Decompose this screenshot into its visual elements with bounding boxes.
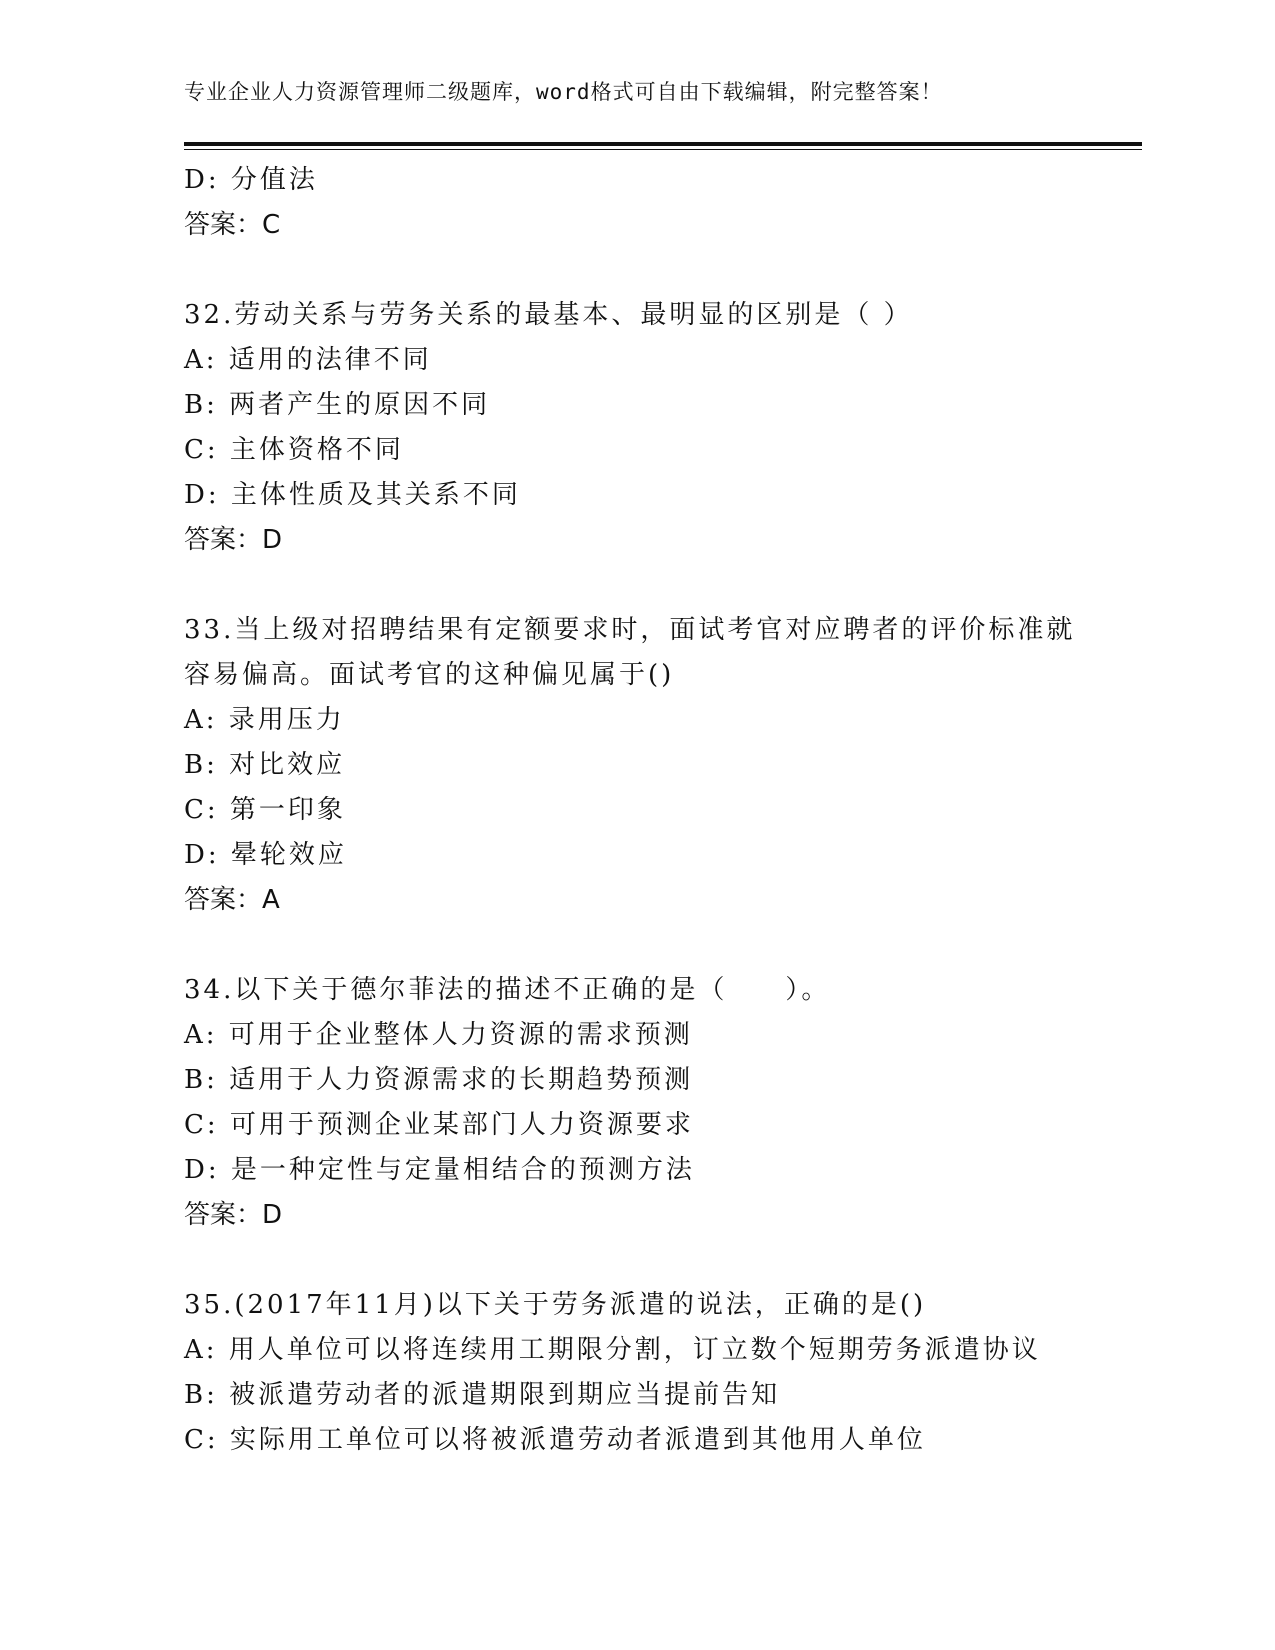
question-list	[184, 158, 1104, 1463]
option-b: B: 两者产生的原因不同	[184, 390, 491, 420]
spacer	[184, 1238, 1104, 1283]
option-c: C: 可用于预测企业某部门人力资源要求	[184, 1110, 694, 1140]
option-a: A: 可用于企业整体人力资源的需求预测	[184, 1020, 693, 1050]
answer: 答案：D	[184, 525, 283, 555]
option-b: B: 对比效应	[184, 750, 346, 780]
option-a: A: 录用压力	[184, 705, 345, 735]
option-c: C: 主体资格不同	[184, 435, 404, 465]
answer: 答案：A	[184, 885, 280, 915]
header-rule-thick	[184, 142, 1142, 146]
question-32	[184, 293, 1104, 563]
answer: 答案：D	[184, 1200, 283, 1230]
spacer	[184, 248, 1104, 293]
option-d: D: 是一种定性与定量相结合的预测方法	[184, 1155, 695, 1185]
question-stem: 34.以下关于德尔菲法的描述不正确的是（ ）。	[184, 975, 831, 1005]
spacer	[184, 563, 1104, 608]
prev-answer: 答案：C	[184, 210, 281, 240]
question-stem: 33.当上级对招聘结果有定额要求时，面试考官对应聘者的评价标准就	[184, 615, 1076, 645]
question-stem: 35.(2017年11月)以下关于劳务派遣的说法，正确的是()	[184, 1290, 927, 1320]
question-35	[184, 1283, 1104, 1463]
question-stem-cont: 容易偏高。面试考官的这种偏见属于()	[184, 660, 675, 690]
spacer	[184, 923, 1104, 968]
option-d: D: 晕轮效应	[184, 840, 347, 870]
option-d: D: 主体性质及其关系不同	[184, 480, 521, 510]
option-a: A: 适用的法律不同	[184, 345, 432, 375]
prev-option-d: D: 分值法	[184, 165, 318, 195]
option-b: B: 被派遣劳动者的派遣期限到期应当提前告知	[184, 1380, 781, 1410]
question-stem: 32.劳动关系与劳务关系的最基本、最明显的区别是（ ）	[184, 300, 913, 330]
question-34	[184, 968, 1104, 1238]
page-header: 专业企业人力资源管理师二级题库，word格式可自由下载编辑，附完整答案！	[184, 80, 943, 104]
question-33	[184, 608, 1104, 923]
option-a: A: 用人单位可以将连续用工期限分割，订立数个短期劳务派遣协议	[184, 1335, 1041, 1365]
option-c: C: 实际用工单位可以将被派遣劳动者派遣到其他用人单位	[184, 1425, 926, 1455]
option-c: C: 第一印象	[184, 795, 346, 825]
option-b: B: 适用于人力资源需求的长期趋势预测	[184, 1065, 694, 1095]
header-rule-thin	[184, 149, 1142, 150]
